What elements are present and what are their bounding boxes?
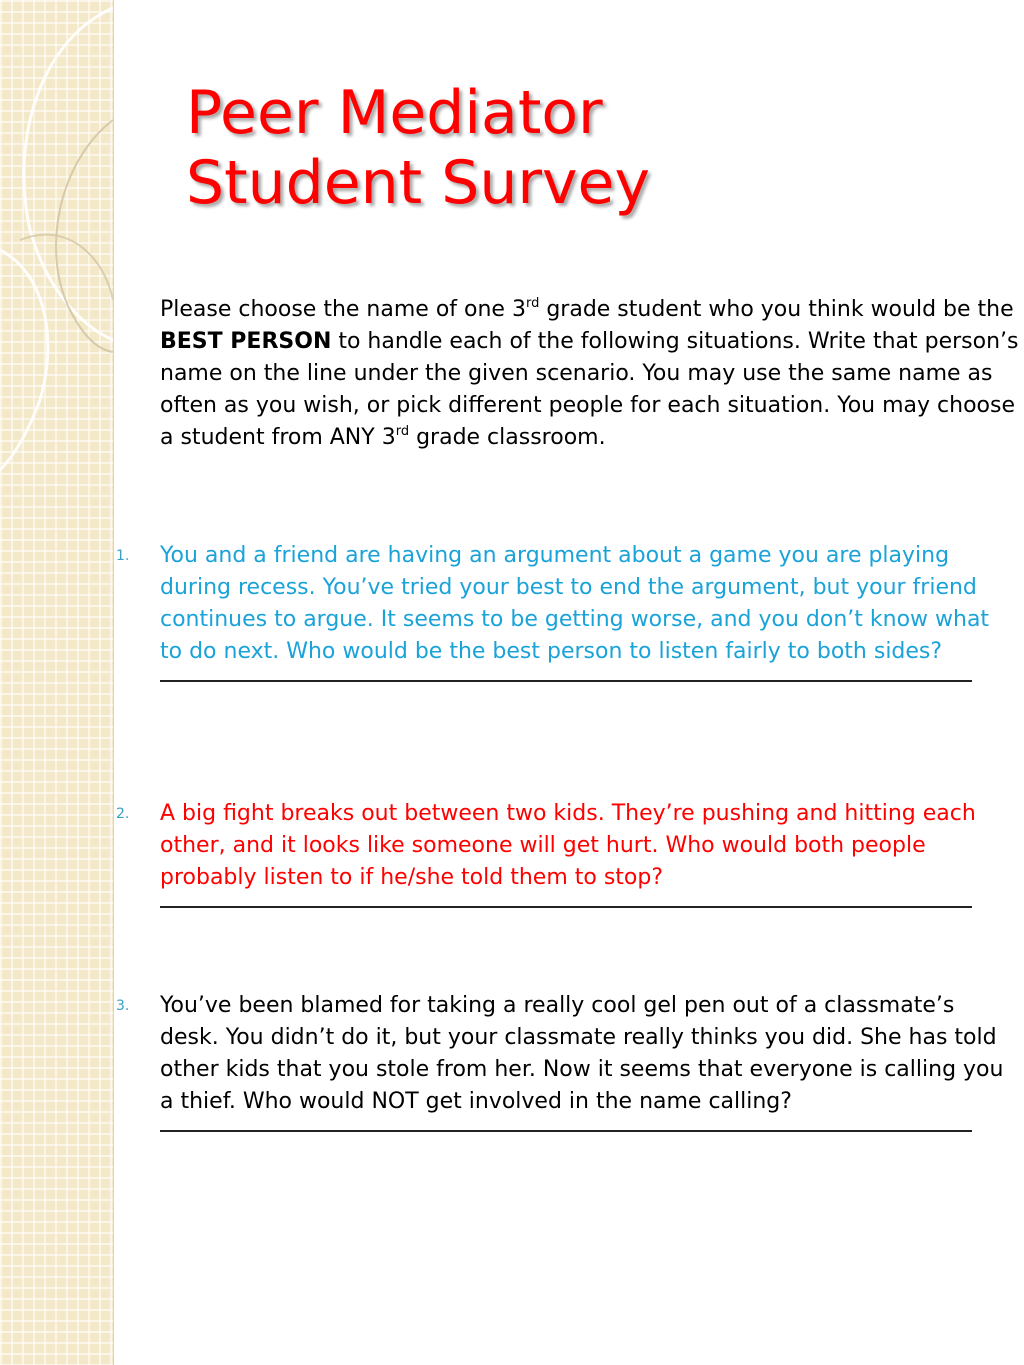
- title-line-2: Student Survey: [186, 148, 650, 218]
- question-text: You’ve been blamed for taking a really cool gel pen out of a classmate’s desk. You didn’t do it, but your classmate really thinks you did. She has told other kids that you stole from her. Now it seems that everyone is calling you a thief. Who would NOT get involved in the name calling?: [160, 993, 1004, 1114]
- question-text: You and a friend are having an argument about a game you are playing during recess. You’ve tried your best to end the argument, but your friend continues to argue. It seems to be getting worse, and you don’t know what to do next. Who would be the best person to listen fairly to both sides?: [160, 543, 990, 664]
- swirl-decoration: [0, 0, 113, 1365]
- answer-blank-line[interactable]: [160, 906, 972, 908]
- intro-text-2: grade student who you think would be the: [539, 297, 1014, 322]
- answer-blank-line[interactable]: [160, 680, 972, 682]
- question-number: 1.: [116, 548, 130, 564]
- question-text: A big fight breaks out between two kids. They’re pushing and hitting each other, and it looks like someone will get hurt. Who would both people probably listen to if he/she told them to stop?: [160, 801, 976, 890]
- intro-text-3: to handle each of the following situations. Write that person’s name on the line under the given scenario. You may use the same name as often as you wish, or pick different people for each situation. You may choose a student from ANY 3: [160, 329, 1019, 450]
- page-title: [186, 78, 650, 218]
- intro-superscript-2: rd: [395, 424, 410, 439]
- title-line-1: Peer Mediator: [186, 78, 603, 148]
- intro-emphasis: BEST PERSON: [160, 329, 332, 354]
- answer-blank-line[interactable]: [160, 1130, 972, 1132]
- question-item-1: [110, 540, 1010, 682]
- question-number: 2.: [116, 806, 130, 822]
- intro-text-1: Please choose the name of one 3: [160, 297, 526, 322]
- question-item-2: [110, 798, 1010, 908]
- intro-text-4: grade classroom.: [409, 425, 606, 450]
- instructions-paragraph: [160, 294, 1020, 454]
- question-number: 3.: [116, 998, 130, 1014]
- intro-superscript-1: rd: [525, 296, 540, 311]
- question-item-3: [110, 990, 1010, 1132]
- decorative-sidebar: [0, 0, 114, 1365]
